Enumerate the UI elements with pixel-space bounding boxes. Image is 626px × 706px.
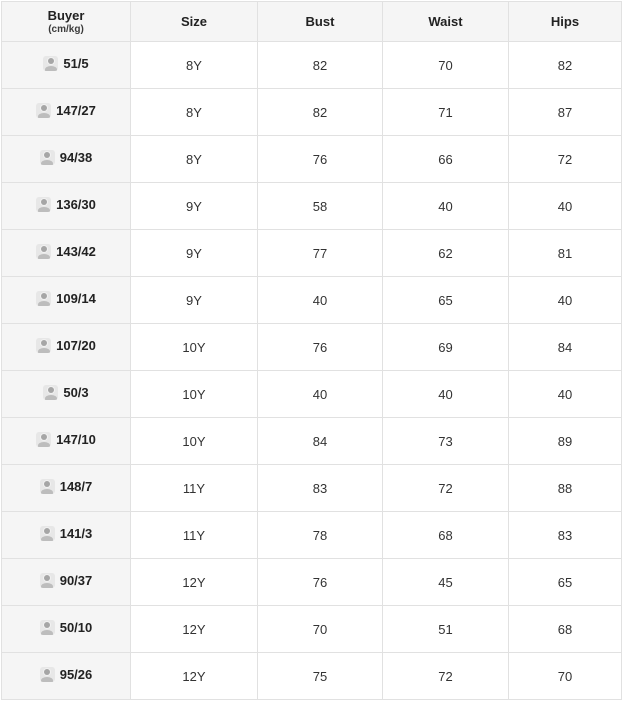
user-avatar-icon (36, 244, 51, 259)
avatar-torso (38, 348, 50, 353)
bust-cell: 83 (258, 465, 383, 512)
table-header-row (2, 2, 622, 42)
user-avatar-icon (40, 667, 55, 682)
bust-cell: 76 (258, 136, 383, 183)
avatar-torso (45, 395, 57, 400)
table-row (2, 559, 622, 606)
avatar-torso (41, 160, 53, 165)
avatar-head (44, 622, 50, 628)
waist-cell: 66 (383, 136, 509, 183)
size-cell: 10Y (131, 324, 258, 371)
user-avatar-icon (36, 338, 51, 353)
table-row (2, 230, 622, 277)
user-avatar-icon (36, 197, 51, 212)
buyer-label: 141/3 (59, 526, 93, 541)
bust-cell: 78 (258, 512, 383, 559)
table-row (2, 512, 622, 559)
waist-cell: 45 (383, 559, 509, 606)
buyer-link[interactable] (40, 526, 93, 541)
avatar-head (44, 152, 50, 158)
hips-cell: 40 (509, 277, 622, 324)
table-row (2, 277, 622, 324)
buyer-link[interactable] (36, 103, 96, 118)
avatar-torso (38, 113, 50, 118)
buyer-label: 95/26 (59, 667, 93, 682)
user-avatar-icon (40, 150, 55, 165)
avatar-torso (38, 442, 50, 447)
buyer-cell[interactable] (2, 465, 131, 512)
waist-cell: 72 (383, 465, 509, 512)
column-header-size: Size (131, 2, 258, 42)
buyer-label: 136/30 (56, 197, 96, 212)
buyer-label: 94/38 (59, 150, 93, 165)
user-avatar-icon (36, 103, 51, 118)
avatar-head (41, 434, 47, 440)
avatar-head (41, 293, 47, 299)
avatar-head (44, 481, 50, 487)
size-cell: 8Y (131, 42, 258, 89)
hips-cell: 40 (509, 371, 622, 418)
buyer-link[interactable] (36, 432, 96, 447)
size-cell: 12Y (131, 653, 258, 700)
table-row (2, 606, 622, 653)
bust-cell: 82 (258, 42, 383, 89)
buyer-label: 109/14 (56, 291, 96, 306)
buyer-link[interactable] (40, 620, 93, 635)
table-row (2, 465, 622, 512)
waist-cell: 70 (383, 42, 509, 89)
buyer-link[interactable] (40, 667, 93, 682)
size-cell: 12Y (131, 606, 258, 653)
avatar-torso (41, 536, 53, 541)
table-row (2, 89, 622, 136)
avatar-head (44, 669, 50, 675)
waist-cell: 73 (383, 418, 509, 465)
table-row (2, 136, 622, 183)
waist-cell: 40 (383, 183, 509, 230)
buyer-header-label: Buyer (47, 8, 85, 23)
user-avatar-icon (43, 385, 58, 400)
column-header-hips: Hips (509, 2, 622, 42)
avatar-torso (41, 489, 53, 494)
bust-cell: 84 (258, 418, 383, 465)
buyer-label: 147/27 (56, 103, 96, 118)
size-cell: 9Y (131, 277, 258, 324)
bust-cell: 82 (258, 89, 383, 136)
waist-cell: 51 (383, 606, 509, 653)
buyer-link[interactable] (36, 291, 96, 306)
hips-cell: 88 (509, 465, 622, 512)
buyer-link[interactable] (43, 56, 88, 71)
buyer-cell[interactable] (2, 559, 131, 606)
waist-cell: 68 (383, 512, 509, 559)
buyer-cell[interactable] (2, 89, 131, 136)
table-row (2, 418, 622, 465)
buyer-cell[interactable] (2, 277, 131, 324)
user-avatar-icon (43, 56, 58, 71)
buyer-label: 50/3 (63, 385, 89, 400)
bust-cell: 40 (258, 277, 383, 324)
table-row (2, 653, 622, 700)
size-cell: 9Y (131, 230, 258, 277)
buyer-header-unit: (cm/kg) (48, 24, 84, 35)
avatar-head (41, 199, 47, 205)
bust-cell: 76 (258, 559, 383, 606)
size-cell: 10Y (131, 418, 258, 465)
table-row (2, 324, 622, 371)
waist-cell: 62 (383, 230, 509, 277)
user-avatar-icon (36, 291, 51, 306)
user-avatar-icon (36, 432, 51, 447)
buyer-cell[interactable] (2, 512, 131, 559)
buyer-cell[interactable] (2, 136, 131, 183)
buyer-cell[interactable] (2, 42, 131, 89)
table-row (2, 42, 622, 89)
bust-cell: 76 (258, 324, 383, 371)
buyer-label: 50/10 (59, 620, 93, 635)
buyer-label: 51/5 (63, 56, 89, 71)
avatar-torso (41, 677, 53, 682)
hips-cell: 40 (509, 183, 622, 230)
waist-cell: 72 (383, 653, 509, 700)
avatar-head (41, 105, 47, 111)
size-cell: 12Y (131, 559, 258, 606)
buyer-link[interactable] (40, 150, 93, 165)
buyer-link[interactable] (40, 573, 93, 588)
hips-cell: 89 (509, 418, 622, 465)
buyer-cell[interactable] (2, 606, 131, 653)
buyer-link[interactable] (40, 479, 93, 494)
avatar-head (44, 575, 50, 581)
avatar-torso (38, 207, 50, 212)
size-cell: 10Y (131, 371, 258, 418)
buyer-link[interactable] (43, 385, 88, 400)
hips-cell: 83 (509, 512, 622, 559)
size-cell: 9Y (131, 183, 258, 230)
avatar-head (48, 387, 54, 393)
column-header-buyer (2, 2, 131, 42)
bust-cell: 40 (258, 371, 383, 418)
user-avatar-icon (40, 479, 55, 494)
user-avatar-icon (40, 573, 55, 588)
avatar-head (41, 246, 47, 252)
buyer-link[interactable] (36, 244, 96, 259)
table-row (2, 371, 622, 418)
buyer-label: 143/42 (56, 244, 96, 259)
buyer-link[interactable] (36, 338, 96, 353)
buyer-label: 107/20 (56, 338, 96, 353)
hips-cell: 82 (509, 42, 622, 89)
avatar-torso (41, 630, 53, 635)
buyer-cell[interactable] (2, 324, 131, 371)
avatar-torso (41, 583, 53, 588)
buyer-cell[interactable] (2, 371, 131, 418)
buyer-label: 148/7 (59, 479, 93, 494)
buyer-label: 147/10 (56, 432, 96, 447)
size-cell: 11Y (131, 465, 258, 512)
user-avatar-icon (40, 526, 55, 541)
buyer-label: 90/37 (59, 573, 93, 588)
bust-cell: 77 (258, 230, 383, 277)
buyer-cell[interactable] (2, 653, 131, 700)
avatar-head (44, 528, 50, 534)
avatar-torso (38, 254, 50, 259)
buyer-cell[interactable] (2, 183, 131, 230)
avatar-head (48, 58, 54, 64)
bust-cell: 75 (258, 653, 383, 700)
hips-cell: 65 (509, 559, 622, 606)
buyer-link[interactable] (36, 197, 96, 212)
column-header-bust: Bust (258, 2, 383, 42)
hips-cell: 68 (509, 606, 622, 653)
size-cell: 11Y (131, 512, 258, 559)
waist-cell: 40 (383, 371, 509, 418)
waist-cell: 69 (383, 324, 509, 371)
size-cell: 8Y (131, 89, 258, 136)
hips-cell: 84 (509, 324, 622, 371)
waist-cell: 71 (383, 89, 509, 136)
size-cell: 8Y (131, 136, 258, 183)
buyer-cell[interactable] (2, 418, 131, 465)
avatar-torso (38, 301, 50, 306)
buyer-measurements-table (1, 1, 622, 700)
bust-cell: 58 (258, 183, 383, 230)
hips-cell: 72 (509, 136, 622, 183)
avatar-head (41, 340, 47, 346)
buyer-cell[interactable] (2, 230, 131, 277)
table-row (2, 183, 622, 230)
avatar-torso (45, 66, 57, 71)
hips-cell: 87 (509, 89, 622, 136)
waist-cell: 65 (383, 277, 509, 324)
user-avatar-icon (40, 620, 55, 635)
hips-cell: 81 (509, 230, 622, 277)
bust-cell: 70 (258, 606, 383, 653)
hips-cell: 70 (509, 653, 622, 700)
column-header-waist: Waist (383, 2, 509, 42)
